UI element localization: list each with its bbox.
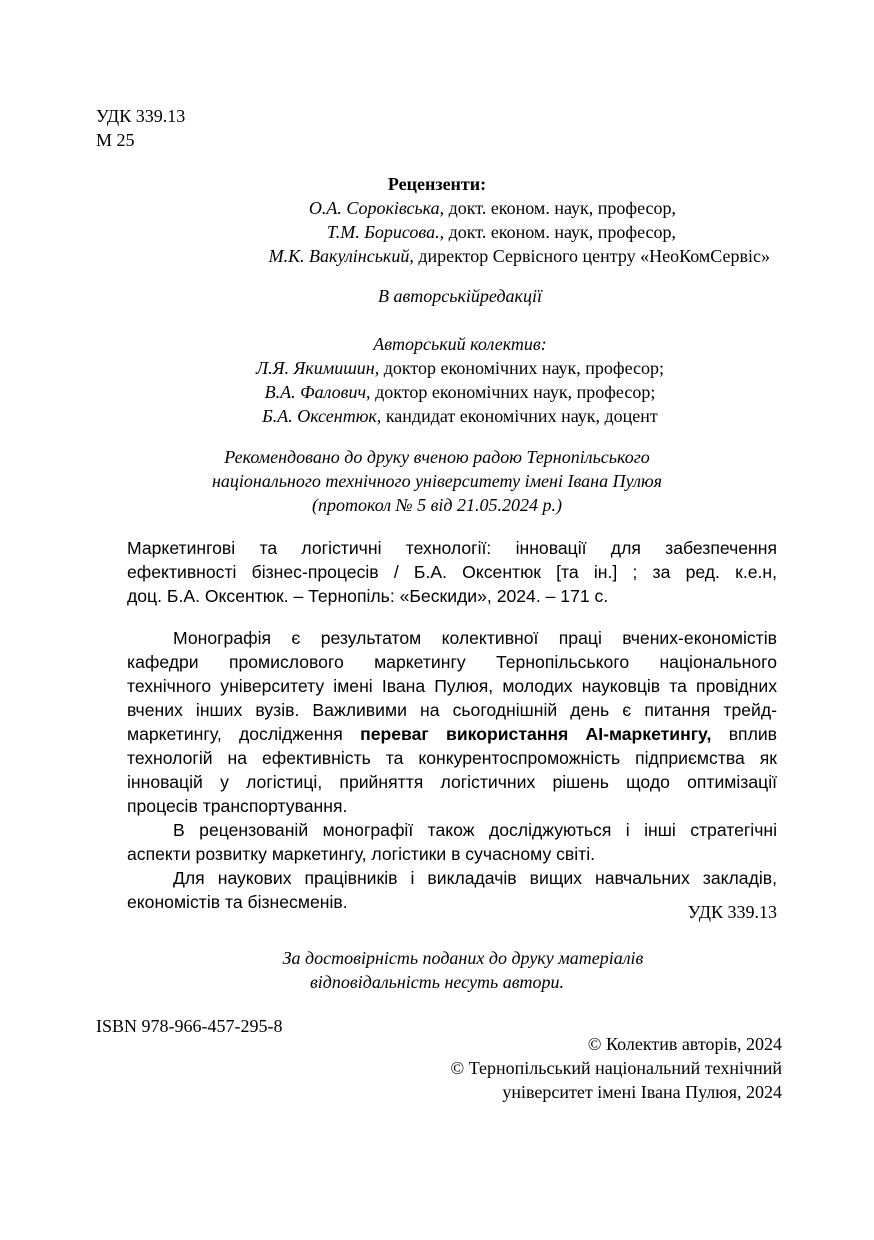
copyright-line: © Тернопільський національний технічний <box>450 1058 782 1078</box>
citation-line: доц. Б.А. Оксентюк. – Тернопіль: «Бескиди», 2024. – 171 с. <box>127 586 609 606</box>
recommendation-line: національного технічного університету імені Івана Пулюя <box>212 471 662 491</box>
abstract-text: вплив <box>711 724 778 744</box>
abstract-line: В рецензованій монографії також досліджуються і інші стратегічні <box>173 820 777 840</box>
recommendation-line: Рекомендовано до друку вченою радою Тернопільського <box>224 447 650 467</box>
author-role: доктор економічних наук, професор; <box>379 358 665 378</box>
author-role: кандидат економічних наук, доцент <box>381 406 658 426</box>
abstract-line <box>127 722 777 746</box>
abstract-text: маркетингу, дослідження <box>127 724 361 744</box>
abstract <box>127 626 777 914</box>
abstract-line: процесів транспортування. <box>127 796 348 816</box>
recommendation-line: (протокол № 5 від 21.05.2024 р.) <box>311 495 562 515</box>
copyright-line: університет імені Івана Пулюя, 2024 <box>502 1082 782 1102</box>
authors-title: Авторський колектив: <box>373 334 547 354</box>
responsibility-line: відповідальність несуть автори. <box>309 972 565 992</box>
udk-footer: УДК 339.13 <box>687 902 777 922</box>
abstract-bold-text: переваг використання AI-маркетингу, <box>360 724 712 744</box>
udk-header <box>96 104 185 152</box>
author-line <box>0 380 874 404</box>
author-line <box>0 404 874 428</box>
reviewer-name: О.А. Сороківська, <box>308 198 445 218</box>
abstract-line: Монографія є результатом колективної праці вчених-економістів <box>173 628 777 648</box>
reviewer-line <box>0 244 770 268</box>
editorial-note: В авторськійредакції <box>378 286 542 306</box>
reviewer-role: докт. економ. наук, професор, <box>444 222 676 242</box>
abstract-line: економістів та бізнесменів. <box>127 892 348 912</box>
author-name: Б.А. Оксентюк, <box>262 406 382 426</box>
abstract-line: інновацій у логістиці, прийняття логістичних рішень щодо оптимізації <box>127 772 777 792</box>
bibliographic-citation <box>127 536 777 608</box>
reviewers-title: Рецензенти: <box>387 174 487 194</box>
reviewer-name: Т.М. Борисова., <box>326 222 445 242</box>
reviewer-role: докт. економ. наук, професор, <box>444 198 676 218</box>
author-name: Л.Я. Якимишин, <box>255 358 380 378</box>
author-mark: М 25 <box>96 130 135 150</box>
isbn: ISBN 978-966-457-295-8 <box>96 1016 283 1036</box>
abstract-line: кафедри промислового маркетингу Тернопільського національного <box>127 652 777 672</box>
abstract-line: технічного університету імені Івана Пулюя, молодих науковців та провідних <box>127 676 777 696</box>
abstract-line: вчених інших вузів. Важливими на сьогоднішній день є питання трейд- <box>127 700 777 720</box>
author-role: доктор економічних наук, професор; <box>370 382 656 402</box>
reviewer-role: директор Сервісного центру «НеоКомСервіс» <box>413 246 770 266</box>
abstract-line: Для наукових працівників і викладачів вищих навчальних закладів, <box>173 868 777 888</box>
udk-code: УДК 339.13 <box>96 106 186 126</box>
citation-line: ефективності бізнес-процесів / Б.А. Оксентюк [та ін.] ; за ред. к.е.н, <box>127 562 777 582</box>
author-name: В.А. Фалович, <box>264 382 371 402</box>
abstract-line: аспекти розвитку маркетингу, логістики в сучасному світі. <box>127 844 596 864</box>
reviewer-line <box>0 220 676 244</box>
abstract-line: технологій на ефективність та конкурентоспроможність підприємства як <box>127 748 777 768</box>
copyright-line: © Колектив авторів, 2024 <box>587 1034 782 1054</box>
author-line <box>0 356 874 380</box>
reviewer-line <box>0 196 676 220</box>
citation-line: Маркетингові та логістичні технології: інновації для забезпечення <box>127 538 777 558</box>
reviewer-name: М.К. Вакулінський, <box>268 246 414 266</box>
responsibility-line: За достовірність поданих до друку матеріалів <box>282 948 644 968</box>
